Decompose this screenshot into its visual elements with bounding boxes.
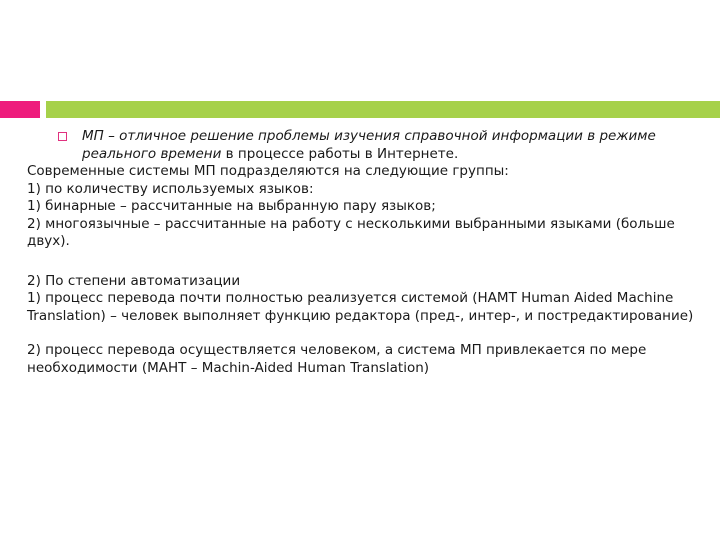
paragraph-maht: 2) процесс перевода осуществляется человеком, а система МП привлекается по мере необходимости (MAHT – Machin-Aided Human Translation) bbox=[27, 342, 647, 376]
accent-bar-pink bbox=[0, 101, 40, 118]
bullet-italic-text: МП – отличное решение проблемы изучения справочной информации в режиме реального времени bbox=[82, 128, 656, 162]
paragraph-binary: 1) бинарные – рассчитанные на выбранную пару языков; bbox=[27, 198, 436, 214]
accent-bar-green bbox=[46, 101, 720, 118]
bullet-text: в процессе работы в Интернете. bbox=[221, 145, 459, 162]
paragraph-hamt: 1) процесс перевода почти полностью реализуется системой (HAMT Human Aided Machine Translation) – человек выполняет функцию редактора (пред-, интер-, и постредактирование) bbox=[27, 290, 694, 324]
square-bullet-icon bbox=[58, 132, 67, 141]
bullet-item bbox=[27, 128, 697, 163]
paragraph-by-languages: 1) по количеству используемых языков: bbox=[27, 180, 314, 197]
paragraph-multilingual: 2) многоязычные – рассчитанные на работу с несколькими выбранными языками (больше двух). bbox=[27, 215, 675, 249]
paragraph-automation: 2) По степени автоматизации bbox=[27, 272, 241, 289]
slide-body bbox=[27, 128, 697, 377]
paragraph-groups: Современные системы МП подразделяются на следующие группы: bbox=[27, 163, 509, 179]
